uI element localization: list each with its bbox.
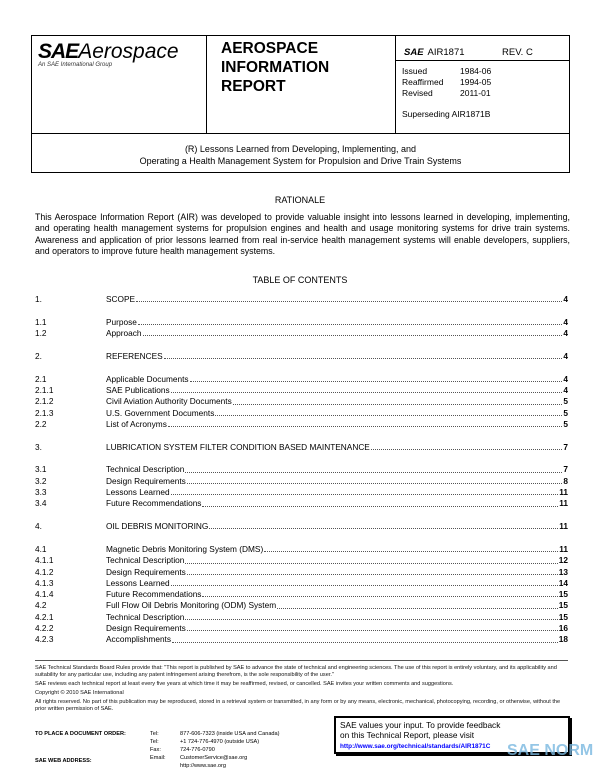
toc-title: Technical Description	[106, 611, 185, 622]
footer-divider	[35, 660, 568, 661]
toc-page: 16	[558, 623, 568, 634]
toc-leader-dots	[187, 567, 558, 575]
toc-page: 5	[563, 418, 568, 429]
toc-leader-dots	[138, 317, 562, 325]
rationale-text: This Aerospace Information Report (AIR) was developed to provide valuable insight into lessons learned in developing, implementing, and operating health management systems for propulsion engines and health and usage monitoring systems for drive train systems. Awareness and application of prior lessons learned from real in-service health management systems will enable developers, suppliers, and operators to improve future health management systems.	[35, 212, 570, 256]
contact-label: Email:	[150, 755, 166, 761]
toc-page: 7	[563, 441, 568, 452]
document-meta	[396, 36, 569, 133]
toc-leader-dots	[185, 464, 562, 472]
toc-entry[interactable]	[35, 578, 568, 589]
superseding: Superseding AIR1871B	[402, 109, 491, 119]
contact-row	[150, 754, 280, 762]
toc-number: 3.	[35, 441, 42, 452]
date-label: Issued	[402, 66, 428, 76]
contact-value: http://www.sae.org	[180, 763, 227, 769]
footer-paragraph: All rights reserved. No part of this publication may be reproduced, stored in a retrieval system or transmitted, in any form or by any means, electronic, mechanical, photocopying, recording, or otherwise, without the prior written permission of SAE.	[35, 699, 561, 712]
date-value: 1984-06	[460, 66, 492, 76]
rationale-heading: RATIONALE	[274, 195, 326, 205]
toc-page: 14	[558, 577, 568, 588]
logo-brand: SAE	[38, 40, 79, 63]
toc-title: Magnetic Debris Monitoring System (DMS)	[106, 543, 264, 554]
toc-group	[35, 464, 568, 509]
sae-mark: SAE	[404, 47, 424, 58]
date-label: Reaffirmed	[402, 77, 444, 87]
toc-leader-dots	[172, 634, 558, 642]
toc-number: 3.2	[35, 475, 47, 486]
toc-number: 4.2.1	[35, 611, 54, 622]
footer-paragraph: SAE Technical Standards Board Rules provide that: "This report is published by SAE to advance the state of technical and engineering sciences. The use of this report is entirely voluntary, and its applicability and suitability for any particular use, including any patent infringement arising therefrom, is the sole responsibility of the user."	[35, 665, 557, 678]
table-of-contents	[35, 294, 568, 657]
toc-page: 11	[559, 521, 568, 532]
toc-entry[interactable]	[35, 328, 568, 339]
toc-number: 4.1.1	[35, 555, 54, 566]
toc-number: 4.1	[35, 543, 47, 554]
contact-value: 877-606-7323 (inside USA and Canada)	[180, 731, 280, 737]
feedback-text: SAE values your input. To provide feedback	[340, 720, 501, 730]
toc-group	[35, 544, 568, 646]
toc-page: 12	[558, 555, 568, 566]
toc-leader-dots	[202, 589, 557, 597]
doc-type-line: AEROSPACE	[221, 40, 319, 57]
toc-title: Accomplishments	[106, 634, 172, 645]
web-label: SAE WEB ADDRESS:	[35, 758, 92, 764]
toc-number: 1.	[35, 294, 42, 304]
toc-leader-dots	[185, 612, 557, 620]
toc-page: 15	[558, 589, 568, 600]
toc-leader-dots	[171, 487, 559, 495]
toc-title: Design Requirements	[106, 475, 186, 486]
toc-page: 4	[563, 373, 568, 384]
toc-group	[35, 294, 568, 305]
toc-page: 4	[563, 328, 568, 339]
toc-leader-dots	[215, 408, 562, 416]
date-label: Revised	[402, 88, 433, 98]
revision: REV. C	[502, 47, 533, 58]
date-row	[402, 66, 569, 77]
toc-leader-dots	[264, 544, 558, 552]
toc-number: 4.2.3	[35, 634, 54, 645]
contact-label: Tel:	[150, 739, 159, 745]
feedback-text: on this Technical Report, please visit	[340, 730, 475, 740]
toc-leader-dots	[371, 442, 563, 450]
toc-title: Approach	[106, 328, 142, 339]
toc-leader-dots	[171, 385, 563, 393]
toc-entry[interactable]	[35, 385, 568, 396]
toc-leader-dots	[171, 578, 558, 586]
toc-title: Lessons Learned	[106, 577, 170, 588]
footer-paragraph: Copyright © 2010 SAE International	[35, 690, 124, 696]
sae-norm-watermark: SAE NORM	[507, 742, 594, 759]
toc-entry[interactable]	[35, 487, 568, 498]
toc-entry[interactable]	[35, 498, 568, 509]
title-line: Operating a Health Management System for Propulsion and Drive Train Systems	[139, 156, 462, 166]
sae-aerospace-logo	[38, 40, 179, 68]
footer-paragraph: SAE reviews each technical report at least every five years at which time it may be reaffirmed, revised, or cancelled. SAE invites your written comments and suggestions.	[35, 681, 454, 687]
toc-title: REFERENCES	[106, 350, 163, 361]
toc-number: 4.1.2	[35, 566, 54, 577]
toc-title: Purpose	[106, 316, 137, 327]
toc-leader-dots	[136, 294, 562, 302]
toc-group	[35, 317, 568, 340]
toc-number: 2.2	[35, 418, 47, 429]
toc-title: U.S. Government Documents	[106, 407, 215, 418]
toc-leader-dots	[277, 600, 558, 608]
toc-leader-dots	[164, 351, 563, 359]
toc-group	[35, 442, 568, 453]
toc-page: 8	[563, 475, 568, 486]
toc-number: 2.	[35, 350, 42, 361]
toc-page: 4	[563, 316, 568, 327]
toc-title: OIL DEBRIS MONITORING	[106, 521, 209, 532]
date-row	[402, 88, 569, 99]
toc-entry[interactable]	[35, 294, 568, 305]
toc-entry[interactable]	[35, 589, 568, 600]
toc-group	[35, 374, 568, 430]
toc-leader-dots	[143, 328, 563, 336]
toc-number: 3.1	[35, 464, 47, 475]
toc-number: 4.2	[35, 600, 47, 611]
toc-entry[interactable]	[35, 408, 568, 419]
toc-number: 1.1	[35, 316, 47, 327]
contact-row	[150, 730, 280, 738]
toc-page: 15	[558, 611, 568, 622]
doc-type-line: REPORT	[221, 78, 286, 95]
toc-number: 2.1	[35, 373, 47, 384]
toc-entry[interactable]	[35, 521, 568, 532]
toc-title: SCOPE	[106, 294, 136, 304]
toc-page: 5	[563, 407, 568, 418]
logo-name: Aerospace	[78, 40, 179, 63]
toc-number: 3.3	[35, 487, 47, 498]
toc-entry[interactable]	[35, 396, 568, 407]
toc-number: 4.	[35, 521, 42, 532]
toc-entry[interactable]	[35, 464, 568, 475]
toc-title: Future Recommendations	[106, 589, 202, 600]
contact-info	[150, 730, 280, 770]
toc-title: Design Requirements	[106, 566, 186, 577]
contact-label: Fax:	[150, 747, 161, 753]
toc-leader-dots	[233, 396, 563, 404]
toc-entry[interactable]	[35, 612, 568, 623]
toc-entry[interactable]	[35, 634, 568, 645]
footer-notice	[35, 665, 568, 715]
toc-number: 4.2.2	[35, 623, 54, 634]
feedback-link[interactable]: http://www.sae.org/technical/standards/AIR1871C	[340, 743, 491, 750]
toc-number: 4.1.3	[35, 577, 54, 588]
toc-title: Design Requirements	[106, 623, 186, 634]
contact-value: +1 724-776-4970 (outside USA)	[180, 739, 260, 745]
date-value: 1994-05	[460, 77, 492, 87]
toc-page: 13	[558, 566, 568, 577]
toc-group	[35, 351, 568, 362]
toc-leader-dots	[187, 623, 558, 631]
toc-entry[interactable]	[35, 374, 568, 385]
toc-title: Full Flow Oil Debris Monitoring (ODM) System	[106, 600, 277, 611]
toc-entry[interactable]	[35, 351, 568, 362]
toc-entry[interactable]	[35, 600, 568, 611]
contact-value: 724-776-0790	[180, 747, 215, 753]
date-row	[402, 77, 569, 88]
toc-title: Technical Description	[106, 555, 185, 566]
date-list	[396, 61, 569, 99]
toc-page: 11	[559, 543, 568, 554]
toc-leader-dots	[209, 521, 558, 529]
toc-leader-dots	[187, 476, 563, 484]
contact-row	[150, 738, 280, 746]
toc-title: Lessons Learned	[106, 487, 170, 498]
toc-number: 1.2	[35, 328, 47, 339]
toc-number: 2.1.3	[35, 407, 54, 418]
toc-title: Technical Description	[106, 464, 185, 475]
date-value: 2011-01	[460, 88, 491, 98]
toc-entry[interactable]	[35, 567, 568, 578]
toc-title: Future Recommendations	[106, 498, 202, 509]
toc-leader-dots	[202, 498, 558, 506]
logo-subtitle: An SAE International Group	[38, 62, 113, 68]
document-type	[206, 36, 396, 133]
toc-leader-dots	[190, 374, 563, 382]
toc-entry[interactable]	[35, 623, 568, 634]
toc-entry[interactable]	[35, 317, 568, 328]
toc-entry[interactable]	[35, 555, 568, 566]
toc-title: Civil Aviation Authority Documents	[106, 396, 232, 407]
contact-label: Tel:	[150, 731, 159, 737]
toc-leader-dots	[185, 555, 557, 563]
toc-number: 4.1.4	[35, 589, 54, 600]
toc-page: 11	[559, 487, 568, 498]
toc-page: 11	[559, 498, 568, 509]
toc-title: List of Acronyms	[106, 418, 167, 429]
toc-page: 18	[558, 634, 568, 645]
toc-entry[interactable]	[35, 544, 568, 555]
toc-page: 4	[563, 350, 568, 361]
toc-title: SAE Publications	[106, 384, 170, 395]
toc-page: 7	[563, 464, 568, 475]
contact-row	[150, 762, 280, 770]
toc-page: 15	[558, 600, 568, 611]
doc-type-line: INFORMATION	[221, 59, 330, 76]
order-label: TO PLACE A DOCUMENT ORDER:	[35, 731, 126, 737]
toc-entry[interactable]	[35, 442, 568, 453]
toc-page: 5	[563, 396, 568, 407]
toc-leader-dots	[168, 419, 563, 427]
toc-number: 3.4	[35, 498, 47, 509]
contact-value: CustomerService@sae.org	[180, 755, 248, 761]
toc-page: 4	[563, 384, 568, 395]
document-title	[32, 143, 569, 167]
toc-title: Applicable Documents	[106, 373, 189, 384]
doc-number: AIR1871	[427, 47, 465, 58]
toc-number: 2.1.2	[35, 396, 54, 407]
toc-heading: TABLE OF CONTENTS	[252, 275, 348, 285]
toc-page: 4	[563, 294, 568, 304]
document-header	[31, 35, 570, 173]
contact-row	[150, 746, 280, 754]
title-line: (R) Lessons Learned from Developing, Implementing, and	[184, 144, 417, 154]
toc-entry[interactable]	[35, 476, 568, 487]
toc-number: 2.1.1	[35, 384, 54, 395]
toc-title: LUBRICATION SYSTEM FILTER CONDITION BASED MAINTENANCE	[106, 441, 370, 452]
toc-group	[35, 521, 568, 532]
toc-entry[interactable]	[35, 419, 568, 430]
